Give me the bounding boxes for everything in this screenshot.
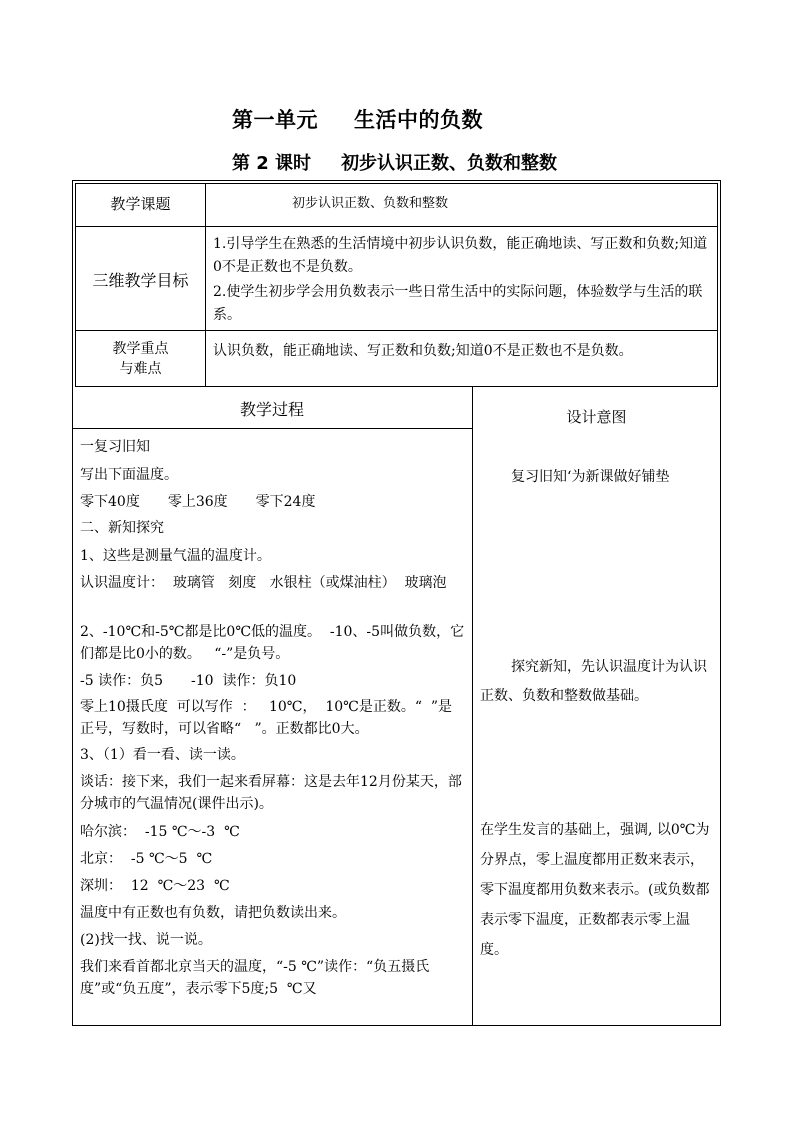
lesson-name: 初步认识正数、负数和整数 — [341, 153, 558, 174]
process-line: 我们来看首都北京当天的温度，“-5 ℃”读作：“负五摄氏度”或“负五度”，表示零下5度;5 ℃又 — [80, 959, 430, 997]
topic-label: 教学课题 — [110, 195, 171, 213]
keypoints-label-line1: 教学重点 — [112, 341, 169, 357]
goal-1: 1.引导学生在熟悉的生活情境中初步认识负数，能正确地读、写正数和负数;知道0不是正数也不是负数。 — [213, 236, 708, 275]
design-note-3: 在学生发言的基础上，强调, 以0℃为分界点，零上温度都用正数来表示，零下温度都用负数来表示。(或负数都表示零下温度，正数都表示零上温度。 — [480, 822, 710, 958]
table-inner-right — [717, 183, 718, 387]
process-line: 3、（1）看一看、读一读。 — [80, 747, 245, 763]
table-border-bottom — [72, 1025, 721, 1026]
goals-label: 三维教学目标 — [92, 271, 189, 290]
design-note-1: 复习旧知‘为新课做好铺垫 — [511, 469, 670, 485]
row-divider-1 — [75, 226, 718, 227]
topic-value: 初步认识正数、负数和整数 — [292, 196, 449, 211]
table-inner-top — [75, 183, 718, 184]
process-line: 写出下面温度。 — [80, 467, 178, 483]
process-header-underline — [72, 428, 473, 429]
unit-title — [232, 104, 794, 134]
process-line: 零上10摄氏度 可以写作 ： 10℃， 10℃是正数。“ ”是正号，写数时，可以省略“ ”。正数都比0大。 — [80, 699, 453, 737]
process-line: 哈尔滨： -15 ℃～-3 ℃ — [80, 824, 240, 840]
design-header: 设计意图 — [566, 408, 627, 426]
process-line: -5 读作：负5 -10 读作：负10 — [80, 673, 297, 689]
design-note-2: 探究新知，先认识温度计为认识正数、负数和整数做基础。 — [480, 659, 707, 704]
label-column-divider — [205, 183, 206, 387]
process-line: (2)找一找、说一说。 — [80, 932, 212, 948]
process-design-divider — [472, 386, 473, 1026]
lesson-title — [232, 149, 794, 175]
goal-2: 2.使学生初步学会用负数表示一些日常生活中的实际问题，体验数学与生活的联系。 — [213, 284, 703, 323]
table-border-top — [72, 180, 721, 181]
process-line: 一复习旧知 — [80, 439, 150, 455]
process-line: 二、新知探究 — [80, 520, 164, 536]
process-line: 2、-10℃和-5℃都是比0℃低的温度。 -10、-5叫做负数，它们都是比0小的数。 “-”是负号。 — [80, 624, 465, 662]
process-header: 教学过程 — [239, 400, 304, 419]
lesson-number: 第 2 课时 — [232, 153, 312, 174]
unit-name: 生活中的负数 — [354, 108, 483, 132]
process-line: 认识温度计： 玻璃管 刻度 水银柱（或煤油柱） 玻璃泡 — [80, 575, 447, 591]
row-divider-3 — [75, 386, 718, 387]
keypoints-label-line2: 与难点 — [119, 361, 162, 377]
process-line: 深圳： 12 ℃～23 ℃ — [80, 878, 230, 894]
row-divider-2 — [75, 330, 718, 331]
unit-number: 第一单元 — [232, 108, 318, 132]
table-border-left — [72, 180, 73, 1026]
table-border-right — [720, 180, 721, 1026]
keypoints-value: 认识负数，能正确地读、写正数和负数;知道0不是正数也不是负数。 — [213, 343, 633, 359]
process-line: 零下40度 零上36度 零下24度 — [80, 494, 316, 510]
process-line: 温度中有正数也有负数，请把负数读出来。 — [80, 905, 346, 921]
process-line: 1、这些是测量气温的温度计。 — [80, 548, 271, 564]
process-line: 北京： -5 ℃～5 ℃ — [80, 851, 213, 867]
process-line: 谈话：接下来，我们一起来看屏幕：这是去年12月份某天，部分城市的气温情况(课件出示)。 — [80, 774, 462, 812]
